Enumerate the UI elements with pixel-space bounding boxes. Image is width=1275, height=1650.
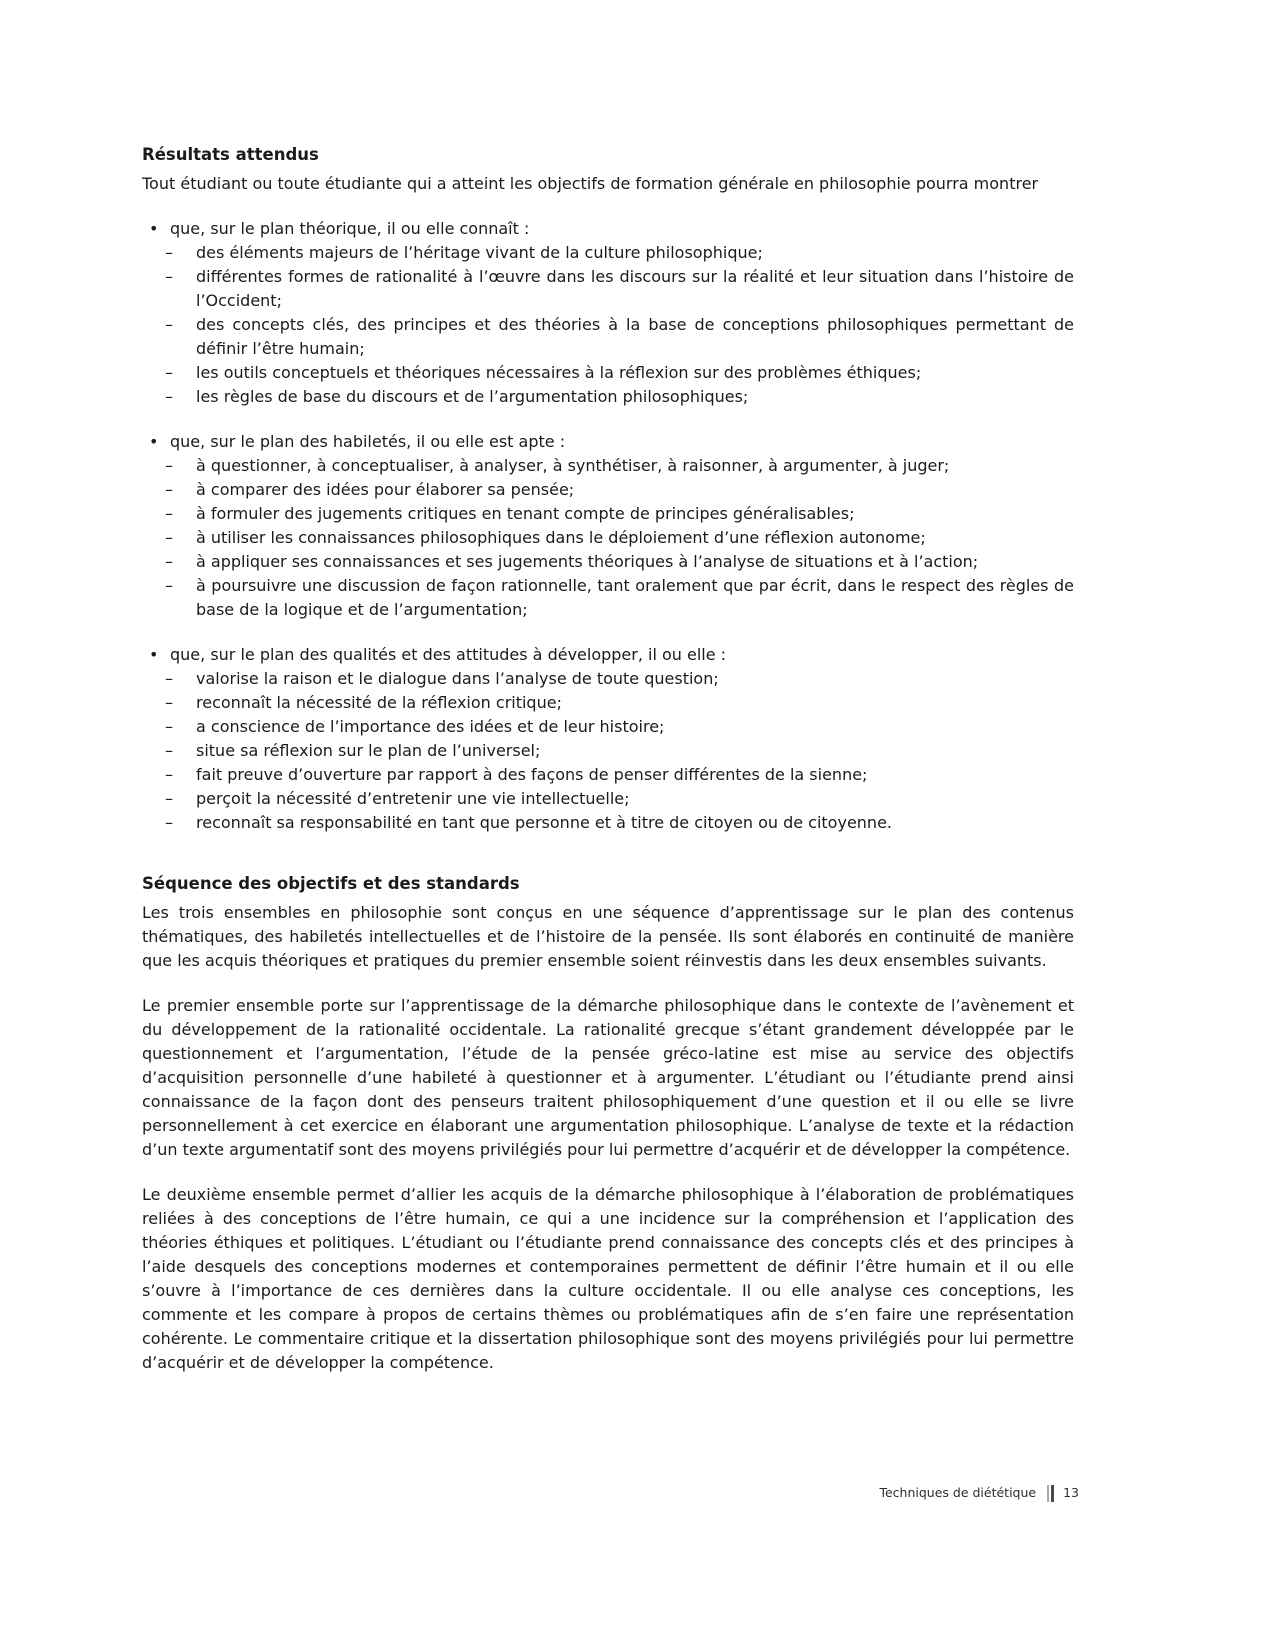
bullet-icon: • (149, 645, 159, 664)
heading-resultats-attendus: Résultats attendus (142, 145, 319, 164)
dash-icon: – (165, 267, 173, 286)
list-item-text: des éléments majeurs de l’héritage vivant de la culture philosophique; (196, 243, 763, 262)
list-item (142, 763, 1074, 787)
bullet-lead (142, 430, 1074, 454)
bullet-lead-text: que, sur le plan des habiletés, il ou elle est apte : (170, 432, 566, 451)
intro-paragraph: Tout étudiant ou toute étudiante qui a atteint les objectifs de formation générale en philosophie pourra montrer (142, 174, 1039, 193)
list-item (142, 526, 1074, 550)
bullet-group-theorique (142, 217, 1074, 409)
list-item (142, 478, 1074, 502)
footer-divider (1047, 1485, 1054, 1502)
list-item-text: fait preuve d’ouverture par rapport à des façons de penser différentes de la sienne; (196, 765, 868, 784)
dash-icon: – (165, 363, 173, 382)
dash-icon: – (165, 315, 173, 334)
list-item-text: à questionner, à conceptualiser, à analyser, à synthétiser, à raisonner, à argumenter, à juger; (196, 456, 950, 475)
list-item-text: les règles de base du discours et de l’argumentation philosophiques; (196, 387, 749, 406)
dash-icon: – (165, 576, 173, 595)
bullet-group-qualites (142, 643, 1074, 835)
list-item-text: valorise la raison et le dialogue dans l’analyse de toute question; (196, 669, 719, 688)
dash-icon: – (165, 480, 173, 499)
bullet-group-habiletes (142, 430, 1074, 622)
list-item-text: reconnaît la nécessité de la réflexion critique; (196, 693, 562, 712)
list-item-text: reconnaît sa responsabilité en tant que personne et à titre de citoyen ou de citoyenne. (196, 813, 892, 832)
dash-icon: – (165, 504, 173, 523)
page-footer (879, 1484, 1079, 1502)
dash-icon: – (165, 456, 173, 475)
body-paragraph-1: Les trois ensembles en philosophie sont conçus en une séquence d’apprentissage sur le plan des contenus thématiques, des habiletés intellectuelles et de l’histoire de la pensée. Ils sont élaborés en continuité de manière que les acquis théoriques et pratiques du premier ensemble soient réinvestis dans les deux ensembles suivants. (142, 903, 1074, 970)
bullet-icon: • (149, 432, 159, 451)
list-item (142, 715, 1074, 739)
list-item (142, 361, 1074, 385)
list-item-text: les outils conceptuels et théoriques nécessaires à la réflexion sur des problèmes éthiques; (196, 363, 922, 382)
list-item (142, 241, 1074, 265)
list-item (142, 265, 1074, 313)
list-item (142, 811, 1074, 835)
list-item (142, 667, 1074, 691)
list-item-text: différentes formes de rationalité à l’œuvre dans les discours sur la réalité et leur situation dans l’histoire de l’Occident; (196, 267, 1074, 310)
dash-icon: – (165, 741, 173, 760)
list-item (142, 739, 1074, 763)
list-item-text: des concepts clés, des principes et des théories à la base de conceptions philosophiques permettant de définir l’être humain; (196, 315, 1074, 358)
page-number: 13 (1063, 1485, 1079, 1500)
dash-icon: – (165, 693, 173, 712)
page-content (142, 143, 1074, 1375)
dash-icon: – (165, 243, 173, 262)
dash-icon: – (165, 387, 173, 406)
list-item-text: situe sa réflexion sur le plan de l’universel; (196, 741, 541, 760)
bullet-icon: • (149, 219, 159, 238)
list-item (142, 502, 1074, 526)
list-item (142, 454, 1074, 478)
bullet-lead-text: que, sur le plan théorique, il ou elle connaît : (170, 219, 530, 238)
footer-document-title: Techniques de diététique (879, 1485, 1037, 1500)
list-item (142, 787, 1074, 811)
dash-icon: – (165, 813, 173, 832)
list-item-text: à comparer des idées pour élaborer sa pensée; (196, 480, 575, 499)
dash-icon: – (165, 765, 173, 784)
dash-icon: – (165, 717, 173, 736)
bullet-lead (142, 217, 1074, 241)
list-item-text: a conscience de l’importance des idées et de leur histoire; (196, 717, 665, 736)
list-item-text: à utiliser les connaissances philosophiques dans le déploiement d’une réflexion autonome; (196, 528, 926, 547)
body-paragraph-3: Le deuxième ensemble permet d’allier les acquis de la démarche philosophique à l’élaboration de problématiques reliées à des conceptions de l’être humain, ce qui a une incidence sur la compréhension et l’application des théories éthiques et politiques. L’étudiant ou l’étudiante prend connaissance des concepts clés et des principes à l’aide desquels des conceptions modernes et contemporaines permettent de définir l’être humain et il ou elle s’ouvre à l’importance de ces dernières dans la culture occidentale. Il ou elle analyse ces conceptions, les commente et les compare à propos de certains thèmes ou problématiques afin de s’en faire une représentation cohérente. Le commentaire critique et la dissertation philosophique sont des moyens privilégiés pour lui permettre d’acquérir et de développer la compétence. (142, 1185, 1074, 1372)
heading-sequence-objectifs: Séquence des objectifs et des standards (142, 874, 520, 893)
bullet-lead-text: que, sur le plan des qualités et des attitudes à développer, il ou elle : (170, 645, 727, 664)
list-item-text: à poursuivre une discussion de façon rationnelle, tant oralement que par écrit, dans le respect des règles de base de la logique et de l’argumentation; (196, 576, 1074, 619)
list-item-text: à appliquer ses connaissances et ses jugements théoriques à l’analyse de situations et à l’action; (196, 552, 979, 571)
dash-icon: – (165, 552, 173, 571)
list-item (142, 574, 1074, 622)
dash-icon: – (165, 528, 173, 547)
body-paragraph-2: Le premier ensemble porte sur l’apprentissage de la démarche philosophique dans le contexte de l’avènement et du développement de la rationalité occidentale. La rationalité grecque s’étant grandement développée par le questionnement et l’argumentation, l’étude de la pensée gréco-latine est mise au service des objectifs d’acquisition personnelle d’une habileté à questionner et à argumenter. L’étudiant ou l’étudiante prend ainsi connaissance de la façon dont des penseurs traitent philosophiquement d’une question et il ou elle se livre personnellement à cet exercice en élaborant une argumentation philosophique. L’analyse de texte et la rédaction d’un texte argumentatif sont des moyens privilégiés pour lui permettre d’acquérir et de développer la compétence. (142, 996, 1074, 1159)
list-item (142, 550, 1074, 574)
list-item-text: à formuler des jugements critiques en tenant compte de principes généralisables; (196, 504, 855, 523)
dash-icon: – (165, 669, 173, 688)
list-item (142, 313, 1074, 361)
list-item-text: perçoit la nécessité d’entretenir une vie intellectuelle; (196, 789, 630, 808)
bullet-lead (142, 643, 1074, 667)
list-item (142, 691, 1074, 715)
list-item (142, 385, 1074, 409)
dash-icon: – (165, 789, 173, 808)
